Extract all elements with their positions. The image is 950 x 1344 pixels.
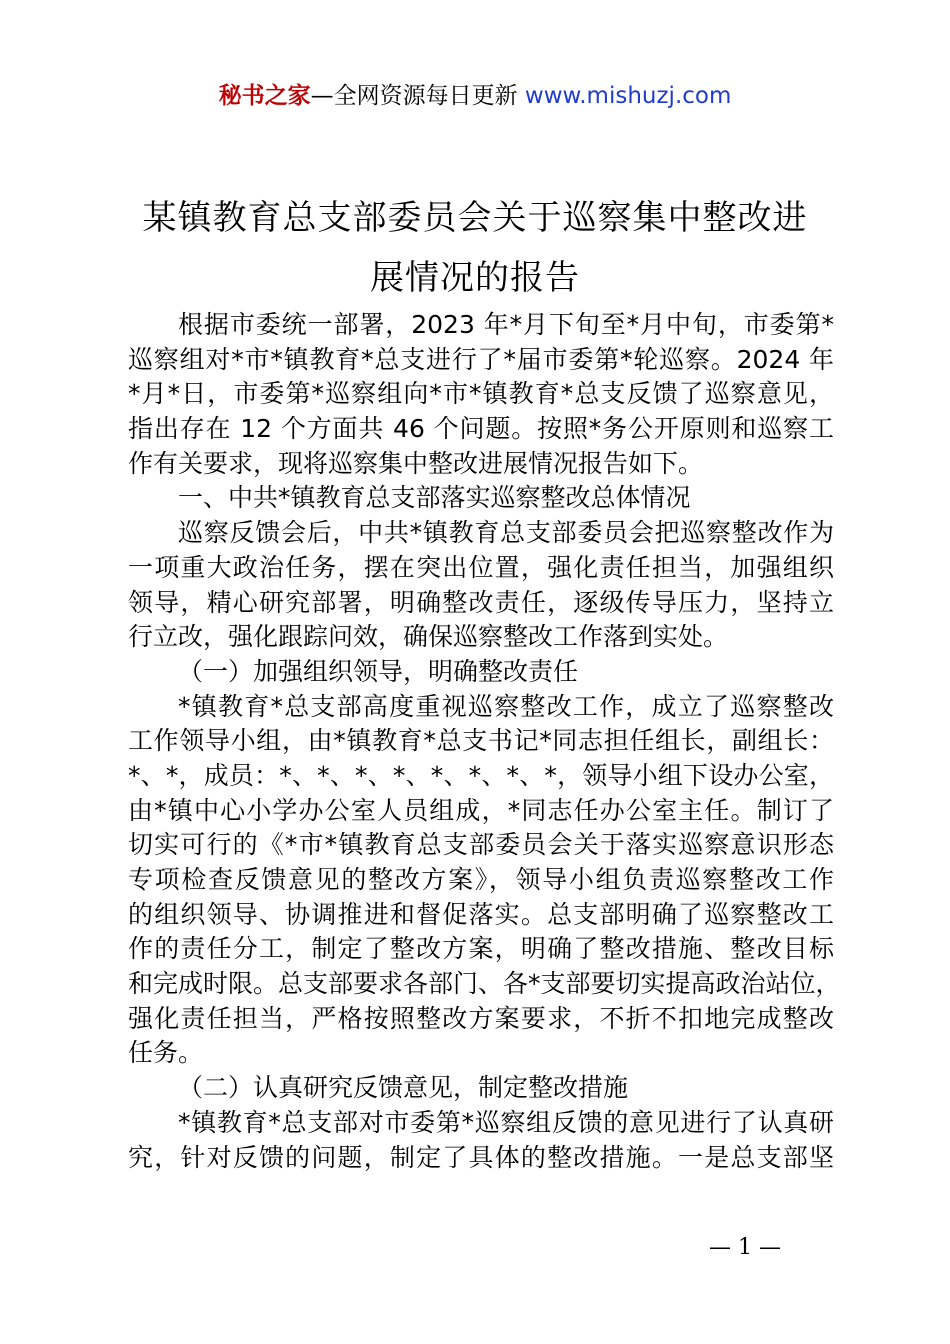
document-title (118, 188, 832, 308)
body-line: 一项重大政治任务，摆在突出位置，强化责任担当，加强组织 (128, 552, 834, 582)
body-line: 作的责任分工，制定了整改方案，明确了整改措施、整改目标 (128, 934, 834, 964)
body-line: 的组织领导、协调推进和督促落实。总支部明确了巡察整改工 (128, 899, 834, 929)
site-tagline: —全网资源每日更新 (310, 83, 518, 109)
body-line: 切实可行的《*市*镇教育总支部委员会关于落实巡察意识形态 (128, 830, 834, 860)
title-line-2: 展情况的报告 (370, 258, 580, 298)
title-line-1: 某镇教育总支部委员会关于巡察集中整改进 (142, 198, 808, 238)
body-line: *镇教育*总支部高度重视巡察整改工作，成立了巡察整改 (178, 691, 834, 721)
body-line: 专项检查反馈意见的整改方案》，领导小组负责巡察整改工作 (128, 865, 834, 894)
body-line: 和完成时限。总支部要求各部门、各*支部要切实提高政治站位， (128, 969, 841, 999)
body-line: 工作领导小组，由*镇教育*总支书记*同志担任组长，副组长： (128, 726, 834, 756)
body-line: 究，针对反馈的问题，制定了具体的整改措施。一是总支部坚 (128, 1142, 834, 1172)
subsection-heading: （二）认真研究反馈意见，制定整改措施 (178, 1073, 629, 1103)
document-body (128, 308, 841, 1175)
subsection-heading: （一）加强组织领导，明确整改责任 (178, 656, 579, 686)
body-line: 巡察组对*市*镇教育*总支进行了*届市委第*轮巡察。2024 年 (128, 344, 834, 374)
body-line: 任务。 (128, 1038, 204, 1068)
body-line: 行立改，强化跟踪问效，确保巡察整改工作落到实处。 (128, 622, 729, 652)
body-line: *、*，成员：*、*、*、*、*、*、*、*，领导小组下设办公室， (128, 760, 834, 790)
body-line: 由*镇中心小学办公室人员组成，*同志任办公室主任。制订了 (128, 795, 834, 825)
page-number: — 1 — (709, 1235, 781, 1260)
body-line: 巡察反馈会后，中共*镇教育总支部委员会把巡察整改作为 (178, 518, 834, 548)
site-url-link[interactable]: www.mishuzj.com (524, 83, 732, 109)
body-line: *月*日，市委第*巡察组向*市*镇教育*总支反馈了巡察意见， (128, 379, 834, 409)
body-line: 领导，精心研究部署，明确整改责任，逐级传导压力，坚持立 (128, 587, 834, 617)
body-line: 强化责任担当，严格按照整改方案要求，不折不扣地完成整改 (128, 1003, 834, 1033)
body-line: 根据市委统一部署，2023 年*月下旬至*月中旬，市委第* (178, 310, 834, 339)
body-line: *镇教育*总支部对市委第*巡察组反馈的意见进行了认真研 (178, 1107, 834, 1137)
body-line: 作有关要求，现将巡察集中整改进展情况报告如下。 (128, 448, 704, 478)
site-header (0, 78, 950, 114)
site-brand: 秘书之家 (218, 83, 311, 109)
body-line: 指出存在 12 个方面共 46 个问题。按照*务公开原则和巡察工 (128, 414, 834, 444)
section-heading: 一、中共*镇教育总支部落实巡察整改总体情况 (178, 483, 691, 513)
